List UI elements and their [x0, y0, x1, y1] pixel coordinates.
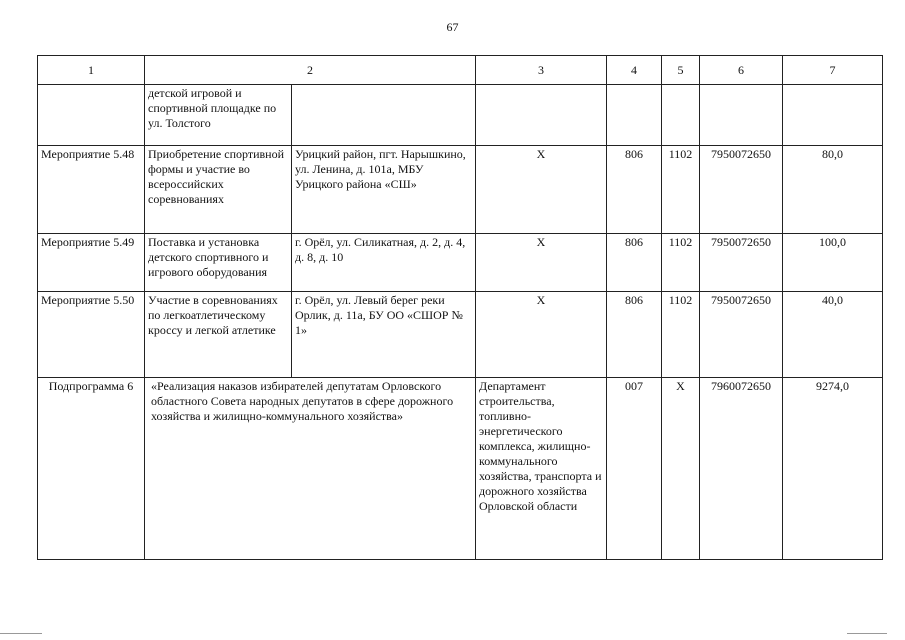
header-row [38, 56, 883, 85]
header-col-2: 2 [145, 56, 476, 85]
row-description: детской игровой и спортивной площадке по ул. Толстого [145, 85, 292, 146]
row-description: Участие в соревнованиях по легкоатлетическому кроссу и легкой атлетике [145, 292, 292, 378]
row-executor: Х [476, 292, 607, 378]
row-grbs: 806 [607, 146, 662, 234]
row-grbs: 806 [607, 292, 662, 378]
header-col-6: 6 [700, 56, 783, 85]
row-address: Урицкий район, пгт. Нарышкино, ул. Ленина, д. 101а, МБУ Урицкого района «СШ» [292, 146, 476, 234]
page-number: 67 [446, 20, 459, 34]
table-row [38, 146, 883, 234]
row-executor: Х [476, 146, 607, 234]
row-amount [783, 85, 883, 146]
row-section: 1102 [662, 234, 700, 292]
row-amount: 40,0 [783, 292, 883, 378]
header-col-1: 1 [38, 56, 145, 85]
header-col-3: 3 [476, 56, 607, 85]
row-section [662, 85, 700, 146]
row-name: Мероприятие 5.50 [38, 292, 145, 378]
scan-edge-mark-left [0, 633, 42, 634]
row-target: 7950072650 [700, 292, 783, 378]
budget-table [37, 55, 883, 560]
header-col-4: 4 [607, 56, 662, 85]
row-executor [476, 85, 607, 146]
row-target: 7950072650 [700, 234, 783, 292]
row-executor: Х [476, 234, 607, 292]
program-target: 7960072650 [700, 378, 783, 560]
table-row [38, 292, 883, 378]
row-grbs [607, 85, 662, 146]
header-col-7: 7 [783, 56, 883, 85]
header-col-5: 5 [662, 56, 700, 85]
row-address [292, 85, 476, 146]
row-section: 1102 [662, 146, 700, 234]
program-grbs: 007 [607, 378, 662, 560]
row-amount: 100,0 [783, 234, 883, 292]
scan-edge-mark-right [847, 633, 887, 634]
row-description: Поставка и установка детского спортивного и игрового оборудования [145, 234, 292, 292]
program-amount: 9274,0 [783, 378, 883, 560]
program-name: Подпрограмма 6 [38, 378, 145, 560]
row-amount: 80,0 [783, 146, 883, 234]
program-description: «Реализация наказов избирателей депутатам Орловского областного Совета народных депутатов в сфере дорожного хозяйства и жилищно-коммунального хозяйства» [145, 378, 476, 560]
row-address: г. Орёл, ул. Левый берег реки Орлик, д. 11а, БУ ОО «СШОР № 1» [292, 292, 476, 378]
table-row [38, 85, 883, 146]
program-executor: Департамент строительства, топливно-энергетического комплекса, жилищно-коммунального хозяйства, транспорта и дорожного хозяйства Орловской области [476, 378, 607, 560]
row-section: 1102 [662, 292, 700, 378]
program-row [38, 378, 883, 560]
row-address: г. Орёл, ул. Силикатная, д. 2, д. 4, д. 8, д. 10 [292, 234, 476, 292]
row-name: Мероприятие 5.49 [38, 234, 145, 292]
table-row [38, 234, 883, 292]
row-grbs: 806 [607, 234, 662, 292]
row-target: 7950072650 [700, 146, 783, 234]
row-description: Приобретение спортивной формы и участие во всероссийских соревнованиях [145, 146, 292, 234]
row-target [700, 85, 783, 146]
program-section: Х [662, 378, 700, 560]
row-name: Мероприятие 5.48 [38, 146, 145, 234]
row-name [38, 85, 145, 146]
